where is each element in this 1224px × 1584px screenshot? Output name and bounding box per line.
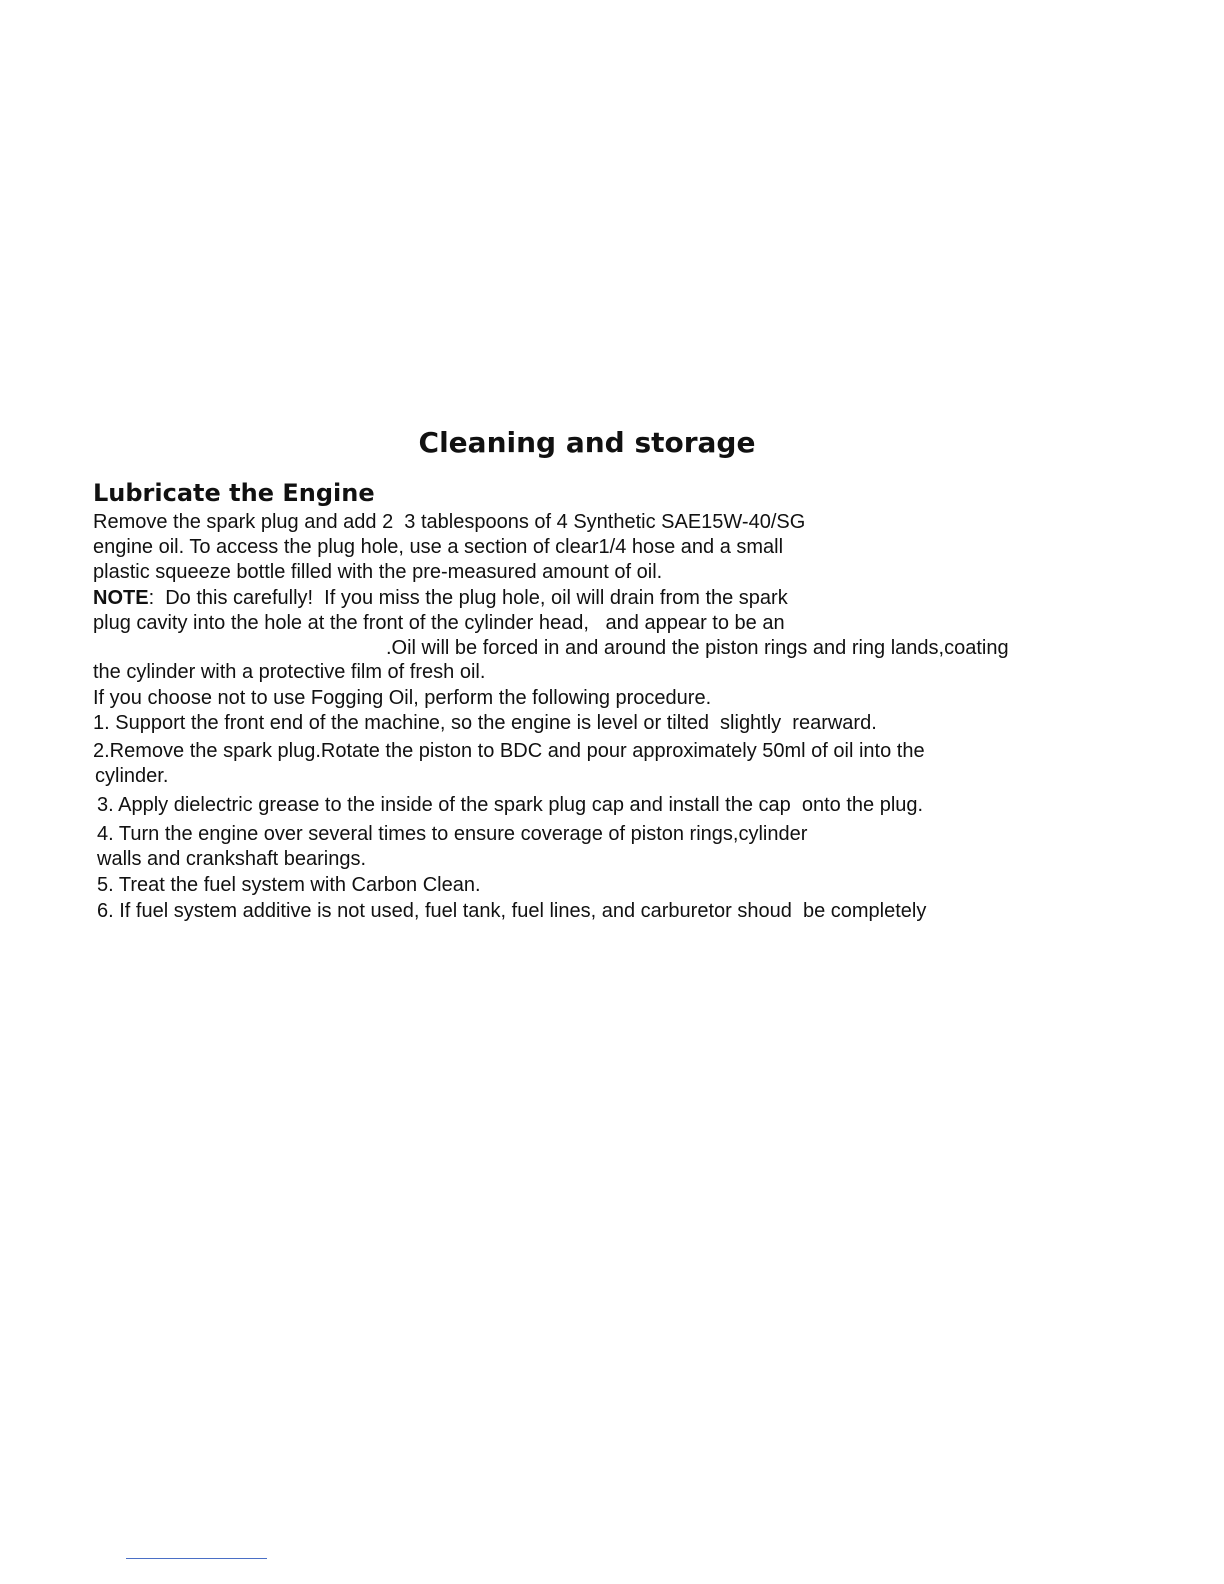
procedure-step: 2.Remove the spark plug.Rotate the piston to BDC and pour approximately 50ml of oil into the bbox=[93, 740, 925, 762]
body-line: If you choose not to use Fogging Oil, perform the following procedure. bbox=[93, 687, 712, 709]
note-paragraph bbox=[93, 586, 788, 610]
body-line: .Oil will be forced in and around the piston rings and ring lands,coating bbox=[386, 637, 1009, 659]
body-line: engine oil. To access the plug hole, use a section of clear1/4 hose and a small bbox=[93, 536, 784, 558]
body-line: the cylinder with a protective film of fresh oil. bbox=[93, 661, 486, 683]
procedure-step-continuation: walls and crankshaft bearings. bbox=[97, 848, 367, 870]
footer-rule bbox=[126, 1558, 267, 1559]
procedure-step: 6. If fuel system additive is not used, fuel tank, fuel lines, and carburetor shoud be completely bbox=[97, 900, 927, 922]
body-line: plug cavity into the hole at the front of the cylinder head, and appear to be an bbox=[93, 612, 785, 634]
body-line: plastic squeeze bottle filled with the pre-measured amount of oil. bbox=[93, 561, 663, 583]
procedure-step: 3. Apply dielectric grease to the inside of the spark plug cap and install the cap onto the plug. bbox=[97, 794, 924, 816]
body-line: Remove the spark plug and add 2 3 tablespoons of 4 Synthetic SAE15W-40/SG bbox=[93, 511, 806, 533]
procedure-step: 4. Turn the engine over several times to ensure coverage of piston rings,cylinder bbox=[97, 823, 808, 845]
procedure-step-continuation: cylinder. bbox=[95, 765, 169, 787]
procedure-step: 5. Treat the fuel system with Carbon Clean. bbox=[97, 874, 481, 896]
page-title: Cleaning and storage bbox=[418, 426, 756, 459]
note-label: NOTE bbox=[93, 587, 149, 609]
section-heading: Lubricate the Engine bbox=[93, 479, 375, 507]
procedure-step: 1. Support the front end of the machine, so the engine is level or tilted slightly rearward. bbox=[93, 712, 877, 734]
note-text: : Do this carefully! If you miss the plug hole, oil will drain from the spark bbox=[148, 587, 788, 609]
